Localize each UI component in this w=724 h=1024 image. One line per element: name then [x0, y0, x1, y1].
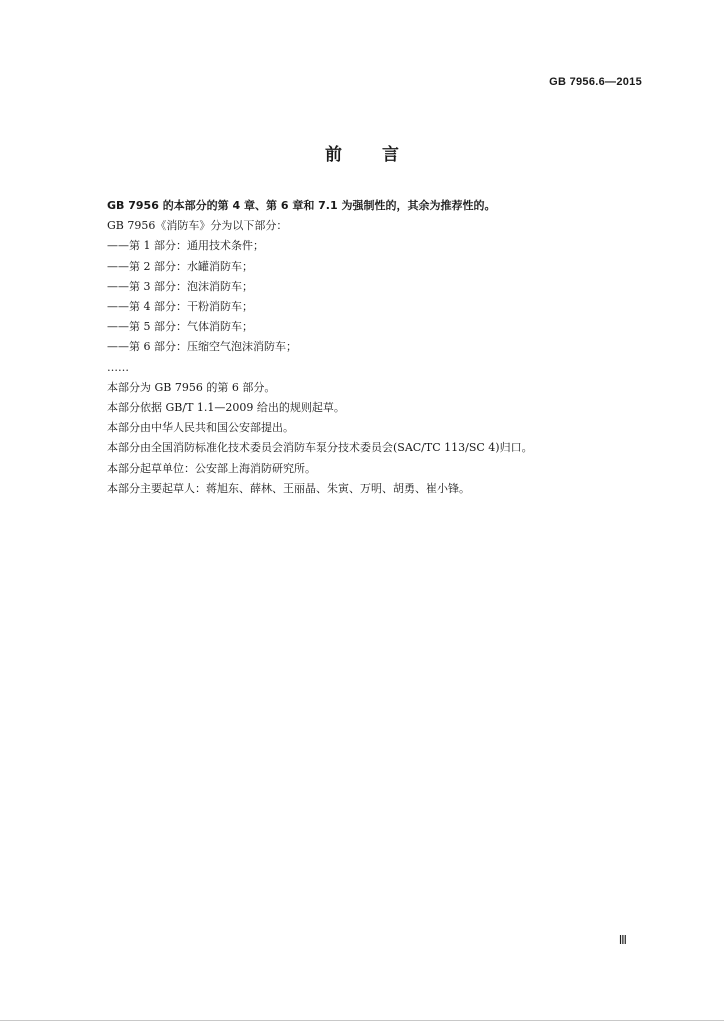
standard-number: GB 7956.6—2015	[549, 76, 642, 88]
bottom-divider	[0, 1020, 724, 1021]
drafters: 本部分主要起草人：蒋旭东、薛林、王丽晶、朱寅、万明、胡勇、崔小锋。	[107, 481, 470, 495]
technical-committee: 本部分由全国消防标准化技术委员会消防车泵分技术委员会(SAC/TC 113/SC 4)归口。	[107, 441, 533, 455]
part-list-item: ——第 4 部分：干粉消防车；	[107, 300, 253, 314]
drafting-rules: 本部分依据 GB/T 1.1—2009 给出的规则起草。	[107, 401, 345, 415]
title-char-2: 言	[382, 145, 399, 165]
part-list-item: ——第 2 部分：水罐消防车；	[107, 259, 253, 273]
page-number: Ⅲ	[618, 933, 627, 947]
part-list-item: ——第 3 部分：泡沫消防车；	[107, 279, 253, 293]
part-statement: 本部分为 GB 7956 的第 6 部分。	[107, 380, 276, 394]
title-char-1: 前	[325, 145, 342, 165]
part-list-item: ——第 1 部分：通用技术条件；	[107, 239, 264, 253]
part-list-item: ——第 6 部分：压缩空气泡沫消防车；	[107, 340, 297, 354]
drafting-organization: 本部分起草单位：公安部上海消防研究所。	[107, 461, 316, 475]
parts-intro: GB 7956《消防车》分为以下部分：	[107, 219, 288, 233]
ellipsis: ……	[107, 360, 129, 374]
proposer: 本部分由中华人民共和国公安部提出。	[107, 421, 294, 435]
page-title	[0, 140, 724, 165]
part-list-item: ——第 5 部分：气体消防车；	[107, 320, 253, 334]
foreword-body	[107, 196, 647, 499]
mandatory-clause-statement: GB 7956 的本部分的第 4 章、第 6 章和 7.1 为强制性的，其余为推荐性的。	[107, 199, 496, 212]
